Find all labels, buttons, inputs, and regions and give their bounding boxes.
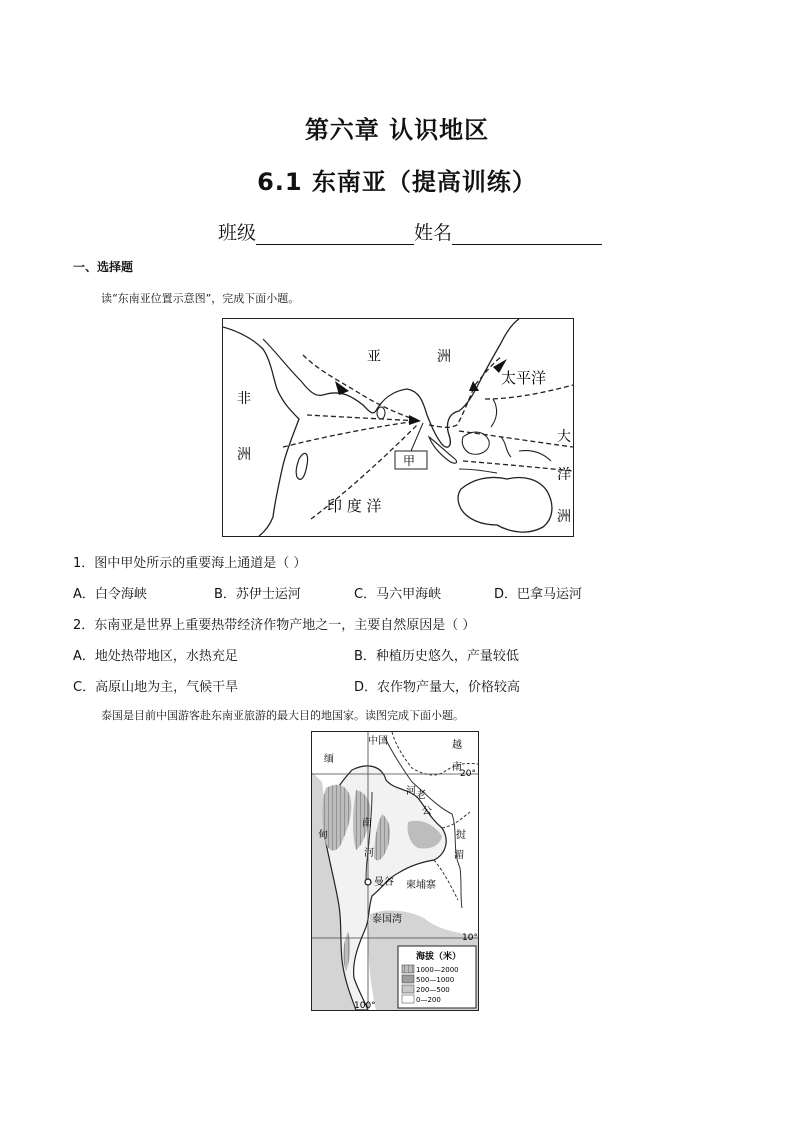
label-chao-1: 南 — [362, 818, 372, 829]
borneo — [462, 432, 489, 454]
label-laos-1: 老 — [416, 790, 426, 801]
southeast-asia-location-map — [222, 318, 574, 537]
jia-leader-line — [411, 423, 423, 451]
label-lat20: 20° — [460, 769, 476, 779]
route-africa-south — [283, 421, 417, 447]
new-guinea — [519, 450, 551, 461]
section-heading: 一、选择题 — [73, 260, 134, 274]
q1-option-b[interactable]: B．苏伊士运河 — [214, 587, 301, 602]
q2-option-c[interactable]: C．高原山地为主，气候干旱 — [73, 680, 239, 695]
philippines — [491, 399, 497, 427]
group1-intro: 读“东南亚位置示意图”，完成下面小题。 — [101, 292, 300, 305]
label-asia-1: 亚 — [367, 349, 381, 365]
label-lat10: 10° — [462, 933, 478, 943]
legend-item-4: 0—200 — [416, 996, 441, 1004]
group2-intro: 泰国是目前中国游客赴东南亚旅游的最大目的地国家。读图完成下面小题。 — [101, 709, 464, 722]
route-to-east-asia — [429, 385, 475, 427]
label-mekong-1: 湄 — [454, 850, 464, 861]
q2-option-b[interactable]: B．种植历史悠久，产量较低 — [354, 649, 519, 664]
question-2-stem: 2．东南亚是世界上重要热带经济作物产地之一，主要自然原因是（ ） — [73, 618, 476, 633]
bangkok-marker-icon — [365, 879, 371, 885]
label-mekong-2: 公 — [422, 806, 432, 817]
q1-option-a[interactable]: A．白令海峡 — [73, 587, 147, 602]
question-1-stem: 1．图中甲处所示的重要海上通道是（ ） — [73, 556, 307, 571]
legend-item-3: 200—500 — [416, 986, 450, 994]
name-blank[interactable] — [452, 222, 602, 245]
location-map-svg — [223, 319, 573, 536]
route-to-pacific — [485, 385, 573, 399]
sulawesi — [501, 437, 511, 457]
legend-swatch-3 — [402, 985, 414, 993]
sri-lanka — [377, 407, 385, 419]
route-africa-horn — [307, 415, 419, 421]
q1-option-d[interactable]: D．巴拿马运河 — [494, 587, 583, 602]
label-jia: 甲 — [403, 454, 416, 468]
label-oceania-1: 大 — [557, 429, 571, 445]
label-chao-2: 河 — [364, 848, 374, 859]
elevation-legend — [398, 946, 476, 1008]
legend-swatch-2 — [402, 975, 414, 983]
label-oceania-2: 洋 — [557, 467, 571, 483]
label-vietnam-1: 越 — [452, 740, 462, 751]
label-myanmar-1: 缅 — [324, 754, 334, 765]
route-east-1 — [459, 431, 573, 447]
q2-option-d[interactable]: D．农作物产量大，价格较高 — [354, 680, 521, 695]
label-mekong-3: 河 — [406, 786, 416, 797]
label-cambodia: 柬埔寨 — [406, 880, 436, 891]
class-label: 班级 — [218, 222, 257, 244]
label-vietnam-2: 南 — [452, 762, 462, 773]
label-africa-2: 洲 — [237, 447, 251, 463]
label-lon100: 100° — [354, 1001, 376, 1010]
legend-title: 海拔（米） — [416, 952, 462, 962]
madagascar — [296, 453, 307, 479]
africa-coast — [223, 327, 299, 536]
label-indian-ocean: 印 度 洋 — [327, 497, 382, 515]
route-red-sea — [303, 355, 419, 421]
chapter-title: 第六章 认识地区 — [304, 116, 490, 144]
label-myanmar-2: 甸 — [318, 830, 328, 841]
sumatra — [429, 437, 457, 463]
label-pacific: 太平洋 — [501, 369, 547, 387]
label-laos-2: 挝 — [456, 830, 466, 841]
thailand-map — [311, 731, 479, 1011]
label-bangkok: 曼谷 — [374, 877, 394, 888]
legend-item-1: 1000—2000 — [416, 966, 459, 974]
class-blank[interactable] — [256, 222, 414, 245]
thailand-map-svg — [312, 732, 478, 1010]
legend-swatch-1 — [402, 965, 414, 973]
label-gulf: 泰国湾 — [372, 914, 402, 925]
label-africa-1: 非 — [237, 391, 251, 407]
lesson-title: 6.1 东南亚（提高训练） — [257, 168, 537, 196]
q2-option-a[interactable]: A．地处热带地区，水热充足 — [73, 649, 238, 664]
label-oceania-3: 洲 — [557, 509, 571, 525]
legend-swatch-4 — [402, 995, 414, 1003]
label-china: 中国 — [368, 736, 388, 747]
australia — [458, 477, 552, 532]
student-info-line — [218, 218, 602, 245]
label-asia-2: 洲 — [437, 349, 451, 365]
legend-item-2: 500—1000 — [416, 976, 455, 984]
name-label: 姓名 — [414, 222, 453, 244]
q1-option-c[interactable]: C．马六甲海峡 — [354, 587, 442, 602]
java — [459, 469, 497, 473]
arabia-coast — [263, 339, 323, 395]
arrow-icon-strait — [409, 415, 421, 425]
